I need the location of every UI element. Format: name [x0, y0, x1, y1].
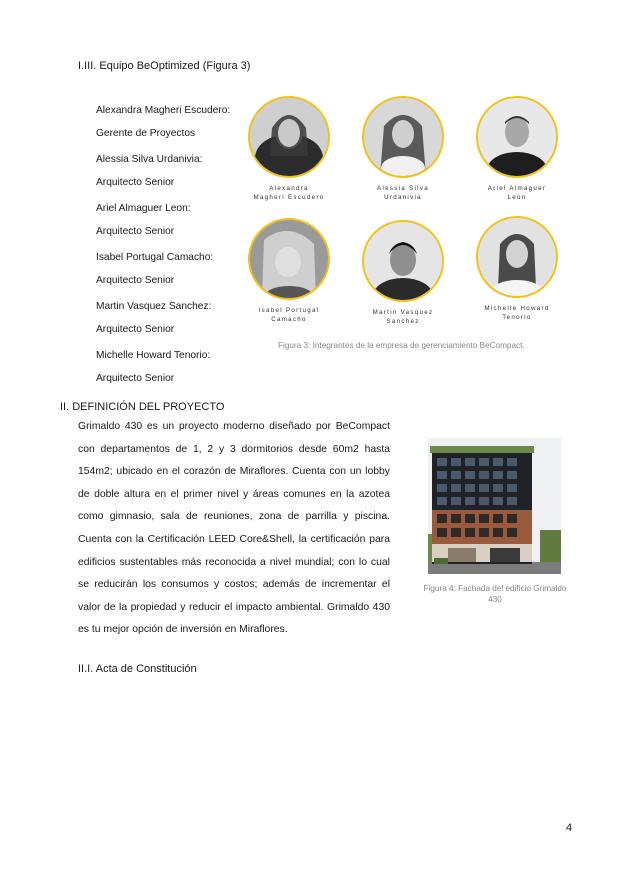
photo-caption-line: Urdanivia — [384, 194, 422, 201]
building-facade-image — [428, 438, 561, 574]
member-name: Alessia Silva Urdanivia: — [96, 154, 203, 165]
member-role: Arquitecto Senior — [96, 225, 175, 237]
section-heading-team: I.III. Equipo BeOptimized (Figura 3) — [78, 60, 251, 72]
team-photo — [476, 96, 558, 178]
team-photo-card — [343, 220, 463, 326]
member-name: Martin Vasquez Sanchez: — [96, 301, 212, 312]
photo-caption — [457, 184, 577, 202]
team-photo — [362, 220, 444, 302]
member-name: Alexandra Magheri Escudero: — [96, 105, 231, 116]
member-name: Michelle Howard Tenorio: — [96, 350, 211, 361]
team-photo — [248, 96, 330, 178]
photo-caption-line: Michelle Howard — [484, 305, 550, 312]
photo-caption — [343, 308, 463, 326]
photo-caption — [229, 184, 349, 202]
photo-caption-line: Martin Vasquez — [372, 309, 434, 316]
page-number: 4 — [566, 822, 573, 834]
photo-caption-line: Tenorio — [502, 314, 532, 321]
section-heading-acta: II.I. Acta de Constitución — [78, 663, 197, 675]
photo-caption-line: Leon — [507, 194, 527, 201]
project-description: Grimaldo 430 es un proyecto moderno diseñado por BeCompact con departamentos de 1, 2 y 3 dormitorios desde 60m2 hasta 154m2; ubicado en el corazón de Miraflores. Cuenta con un lobby de doble altura en el primer nivel y áreas comunes en la azotea como gimnasio, sala de reuniones, zona de parrilla y piscina. Cuenta con la Certificación LEED Core&Shell, la certificación para edificios sustentables más reconocida a nivel mundial; con lo cual se reducirán los consumos y costos; además de incrementar el valor de la propiedad y reducir el impacto ambiental. Grimaldo 430 es tu mejor opción de inversión en Miraflores. — [78, 421, 390, 636]
section-heading-project: II. DEFINICIÓN DEL PROYECTO — [60, 401, 225, 413]
member-role: Gerente de Proyectos — [96, 127, 196, 139]
member-role: Arquitecto Senior — [96, 372, 175, 384]
member-role: Arquitecto Senior — [96, 176, 175, 188]
team-photo — [476, 216, 558, 298]
member-name: Isabel Portugal Camacho: — [96, 252, 214, 263]
figure-3-caption: Figura 3: Integrantes de la empresa de gerenciamiento BeCompact. — [278, 341, 525, 350]
photo-caption-line: Alessia Silva — [377, 185, 429, 192]
team-photo-card — [229, 96, 349, 202]
member-role: Arquitecto Senior — [96, 274, 175, 286]
team-photo-card — [343, 96, 463, 202]
photo-caption-line: Magheri Escudero — [253, 194, 325, 201]
photo-caption — [457, 304, 577, 322]
team-photo-card — [457, 216, 577, 322]
team-photo — [362, 96, 444, 178]
photo-caption-line: Isabel Portugal — [258, 307, 320, 314]
team-photo — [248, 218, 330, 300]
member-name: Ariel Almaguer Leon: — [96, 203, 191, 214]
team-photo-card — [229, 218, 349, 324]
figure-4-caption-line: Figura 4: Fachada del edificio Grimaldo — [423, 584, 567, 593]
photo-caption-line: Ariel Almaguer — [487, 185, 547, 192]
figure-4-caption — [406, 583, 584, 605]
figure-4-caption-line: 430 — [488, 595, 502, 604]
photo-caption-line: Camacho — [271, 316, 307, 323]
photo-caption — [229, 306, 349, 324]
photo-caption-line: Sanchez — [386, 318, 420, 325]
member-role: Arquitecto Senior — [96, 323, 175, 335]
photo-caption — [343, 184, 463, 202]
team-member — [96, 345, 266, 390]
photo-caption-line: Alexandra — [269, 185, 309, 192]
team-photo-card — [457, 96, 577, 202]
